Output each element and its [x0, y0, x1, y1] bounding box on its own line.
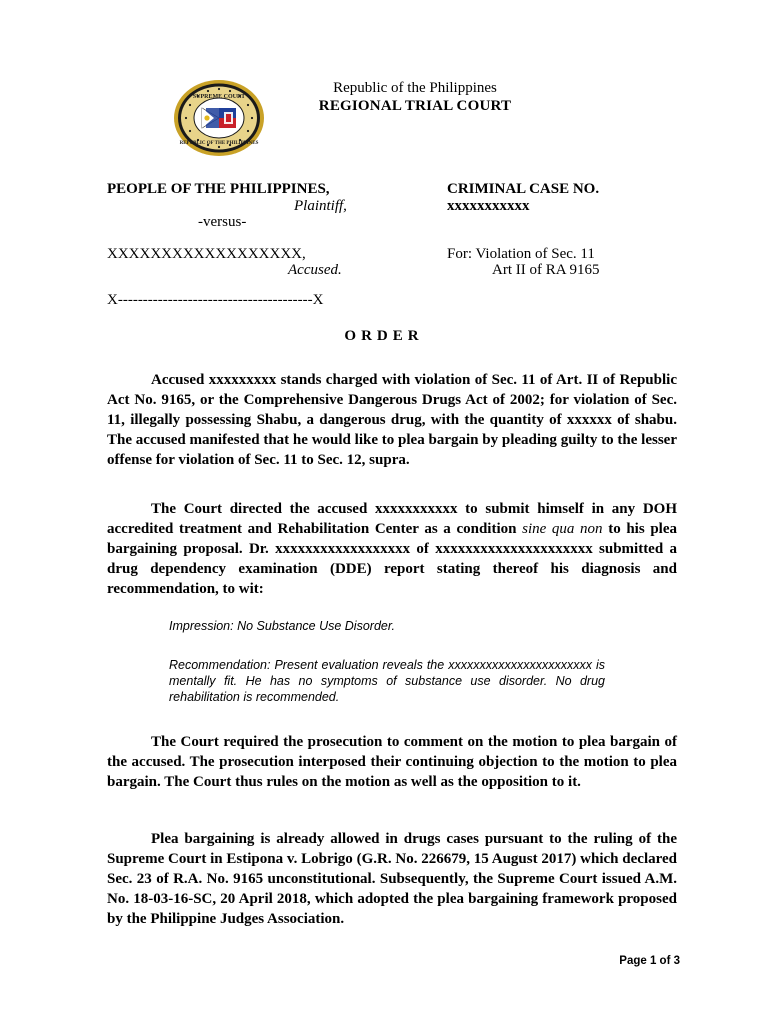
plaintiff-role: Plaintiff, [294, 198, 347, 214]
seal-text-top: SUPREME COURT [192, 94, 246, 100]
plaintiff-name: PEOPLE OF THE PHILIPPINES, [107, 181, 330, 197]
order-title: ORDER [344, 328, 424, 344]
header-republic: Republic of the Philippines [333, 80, 497, 96]
accused-name: XXXXXXXXXXXXXXXXXX, [107, 246, 306, 262]
paragraph-4: Plea bargaining is already allowed in drugs cases pursuant to the ruling of the Supreme Court in Estipona v. Lobrigo (G.R. No. 226679, 15 August 2017) which declared Sec. 23 of R.A. No. 9165 unconstitutional. Subsequently, the Supreme Court issued A.M. No. 18-03-16-SC, 20 April 2018, which adopted the plea bargaining framework proposed by the Philippine Judges Association. [107, 831, 677, 927]
caption-divider: X---------------------------------------X [107, 292, 324, 308]
charge-line-2: Art II of RA 9165 [492, 262, 600, 278]
quote-recommendation: Recommendation: Present evaluation reveals the xxxxxxxxxxxxxxxxxxxxxxx is mentally fit. He has no symptoms of substance use disorder. No drug rehabilitation is recommended. [169, 658, 605, 704]
case-number: xxxxxxxxxxx [447, 198, 530, 214]
header-court: REGIONAL TRIAL COURT [318, 98, 512, 114]
case-label: CRIMINAL CASE NO. [447, 181, 600, 197]
paragraph-2-part-b: to his plea bargaining proposal. Dr. xxxxxxxxxxxxxxxxxx of xxxxxxxxxxxxxxxxxxxxx submitted a drug dependency examination (DDE) report stating thereof his diagnosis and recommendation, to wit: [107, 521, 677, 597]
charge-line-1: For: Violation of Sec. 11 [447, 246, 595, 262]
paragraph-1: Accused xxxxxxxxx stands charged with violation of Sec. 11 of Art. II of Republic Act No. 9165, or the Comprehensive Dangerous Drugs Act of 2002; for violation of Sec. 11, illegally possessing Shabu, a dangerous drug, with the quantity of xxxxxx of shabu. The accused manifested that he would like to plea bargain by pleading guilty to the lesser offense for violation of Sec. 11 to Sec. 12, supra. [107, 372, 677, 468]
paragraph-2-italic: sine qua non [522, 521, 603, 537]
versus-label: -versus- [198, 214, 247, 230]
paragraph-2 [107, 499, 677, 599]
paragraph-3: The Court required the prosecution to comment on the motion to plea bargain of the accused. The prosecution interposed their continuing objection to the motion to plea bargain. The Court thus rules on the motion as well as the opposition to it. [107, 734, 677, 790]
accused-role: Accused. [288, 262, 342, 278]
seal-text-bottom: REPUBLIC OF THE PHILIPPINES [179, 141, 259, 146]
paragraph-2-part-a: The Court directed the accused xxxxxxxxxxx to submit himself in any DOH accredited treatment and Rehabilitation Center as a condition [107, 501, 677, 537]
quote-impression: Impression: No Substance Use Disorder. [169, 619, 396, 633]
page-number: Page 1 of 3 [619, 955, 680, 967]
